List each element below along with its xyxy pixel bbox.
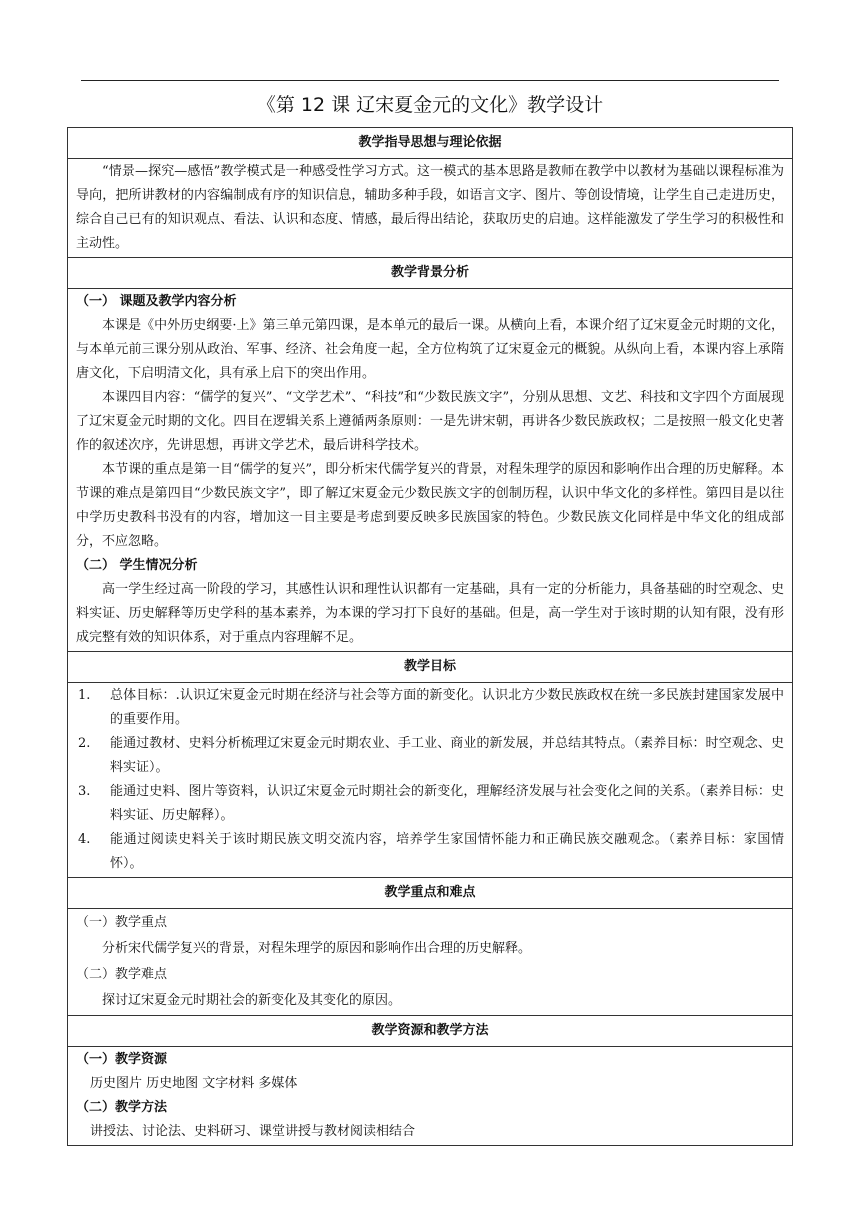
topic-paragraph-2: 本课四目内容：“儒学的复兴”、“文学艺术”、“科技”和“少数民族文字”，分别从思想、文艺、科技和文字四个方面展现了辽宋夏金元时期的文化。四目在逻辑关系上遵循两条原则：一是先讲宋朝，再讲各少数民族政权；二是按照一般文化史著作的叙述次序，先讲思想，再讲文学艺术，最后讲科学技术。 bbox=[76, 390, 784, 453]
goals-section bbox=[68, 683, 792, 878]
student-analysis-subheading: （二） 学生情况分析 bbox=[76, 558, 198, 573]
background-heading: 教学背景分析 bbox=[68, 258, 792, 289]
goal-item: 2. 能通过教材、史料分析梳理辽宋夏金元时期农业、手工业、商业的新发展，并总结其特点。（素养目标：时空观念、史料实证）。 bbox=[78, 736, 784, 775]
goal-item: 1. 总体目标：.认识辽宋夏金元时期在经济与社会等方面的新变化。认识北方少数民族政权在统一多民族封建国家发展中的重要作用。 bbox=[78, 688, 784, 727]
difficulty-text: 探讨辽宋夏金元时期社会的新变化及其变化的原因。 bbox=[102, 993, 402, 1008]
document-title: 《第 12 课 辽宋夏金元的文化》教学设计 bbox=[256, 94, 604, 116]
resources-section bbox=[68, 1047, 792, 1145]
student-paragraph: 高一学生经过高一阶段的学习，其感性认识和理性认识都有一定基础，具有一定的分析能力，具备基础的时空观念、史料实证、历史解释等历史学科的基本素养，为本课的学习打下良好的基础。但是，高一学生对于该时期的认知有限，没有形成完整有效的知识体系，对于重点内容理解不足。 bbox=[76, 582, 784, 645]
topic-analysis-subheading: （一） 课题及教学内容分析 bbox=[76, 294, 237, 309]
resources-heading: 教学资源和教学方法 bbox=[68, 1016, 792, 1047]
goals-list bbox=[76, 684, 784, 876]
resources-subheading: （一）教学资源 bbox=[76, 1052, 168, 1067]
key-point-subheading: （一）教学重点 bbox=[76, 915, 168, 930]
header-rule bbox=[81, 80, 779, 81]
guide-section bbox=[68, 159, 792, 258]
keypoints-section bbox=[68, 909, 792, 1016]
topic-paragraph-3: 本节课的重点是第一目“儒学的复兴”，即分析宋代儒学复兴的背景，对程朱理学的原因和影响作出合理的历史解释。本节课的难点是第四目“少数民族文字”，即了解辽宋夏金元少数民族文字的创制历程，认识中华文化的多样性。第四目是以往中学历史教科书没有的内容，增加这一目主要是考虑到要反映多民族国家的特色。少数民族文化同样是中华文化的组成部分，不应忽略。 bbox=[76, 462, 784, 549]
goal-item: 3. 能通过史料、图片等资料，认识辽宋夏金元时期社会的新变化，理解经济发展与社会变化之间的关系。（素养目标：史料实证、历史解释）。 bbox=[78, 784, 784, 823]
background-section bbox=[68, 289, 792, 652]
methods-subheading: （二）教学方法 bbox=[76, 1100, 168, 1115]
resources-text: 历史图片 历史地图 文字材料 多媒体 bbox=[90, 1076, 298, 1091]
methods-text: 讲授法、讨论法、史料研习、课堂讲授与教材阅读相结合 bbox=[90, 1124, 416, 1139]
guide-text: “情景—探究—感悟”教学模式是一种感受性学习方式。这一模式的基本思路是教师在教学中以教材为基础以课程标准为导向，把所讲教材的内容编制成有序的知识信息，辅助多种手段，如语言文字、图片、等创设情境，让学生自己走进历史，综合自己已有的知识观点、看法、认识和态度、情感，最后得出结论，获取历史的启迪。这样能激发了学生学习的积极性和主动性。 bbox=[76, 164, 784, 251]
difficulty-subheading: （二）教学难点 bbox=[76, 967, 168, 982]
key-point-text: 分析宋代儒学复兴的背景，对程朱理学的原因和影响作出合理的历史解释。 bbox=[102, 941, 532, 956]
goal-item: 4. 能通过阅读史料关于该时期民族文明交流内容，培养学生家国情怀能力和正确民族交融观念。（素养目标：家国情怀）。 bbox=[78, 832, 784, 871]
goals-heading: 教学目标 bbox=[68, 652, 792, 683]
lesson-plan-table bbox=[67, 127, 793, 1146]
keypoints-heading: 教学重点和难点 bbox=[68, 878, 792, 909]
guide-heading: 教学指导思想与理论依据 bbox=[68, 128, 792, 159]
topic-paragraph-1: 本课是《中外历史纲要·上》第三单元第四课，是本单元的最后一课。从横向上看，本课介绍了辽宋夏金元时期的文化，与本单元前三课分别从政治、军事、经济、社会角度一起，全方位构筑了辽宋夏金元的概貌。从纵向上看，本课内容上承隋唐文化，下启明清文化，具有承上启下的突出作用。 bbox=[76, 318, 784, 381]
